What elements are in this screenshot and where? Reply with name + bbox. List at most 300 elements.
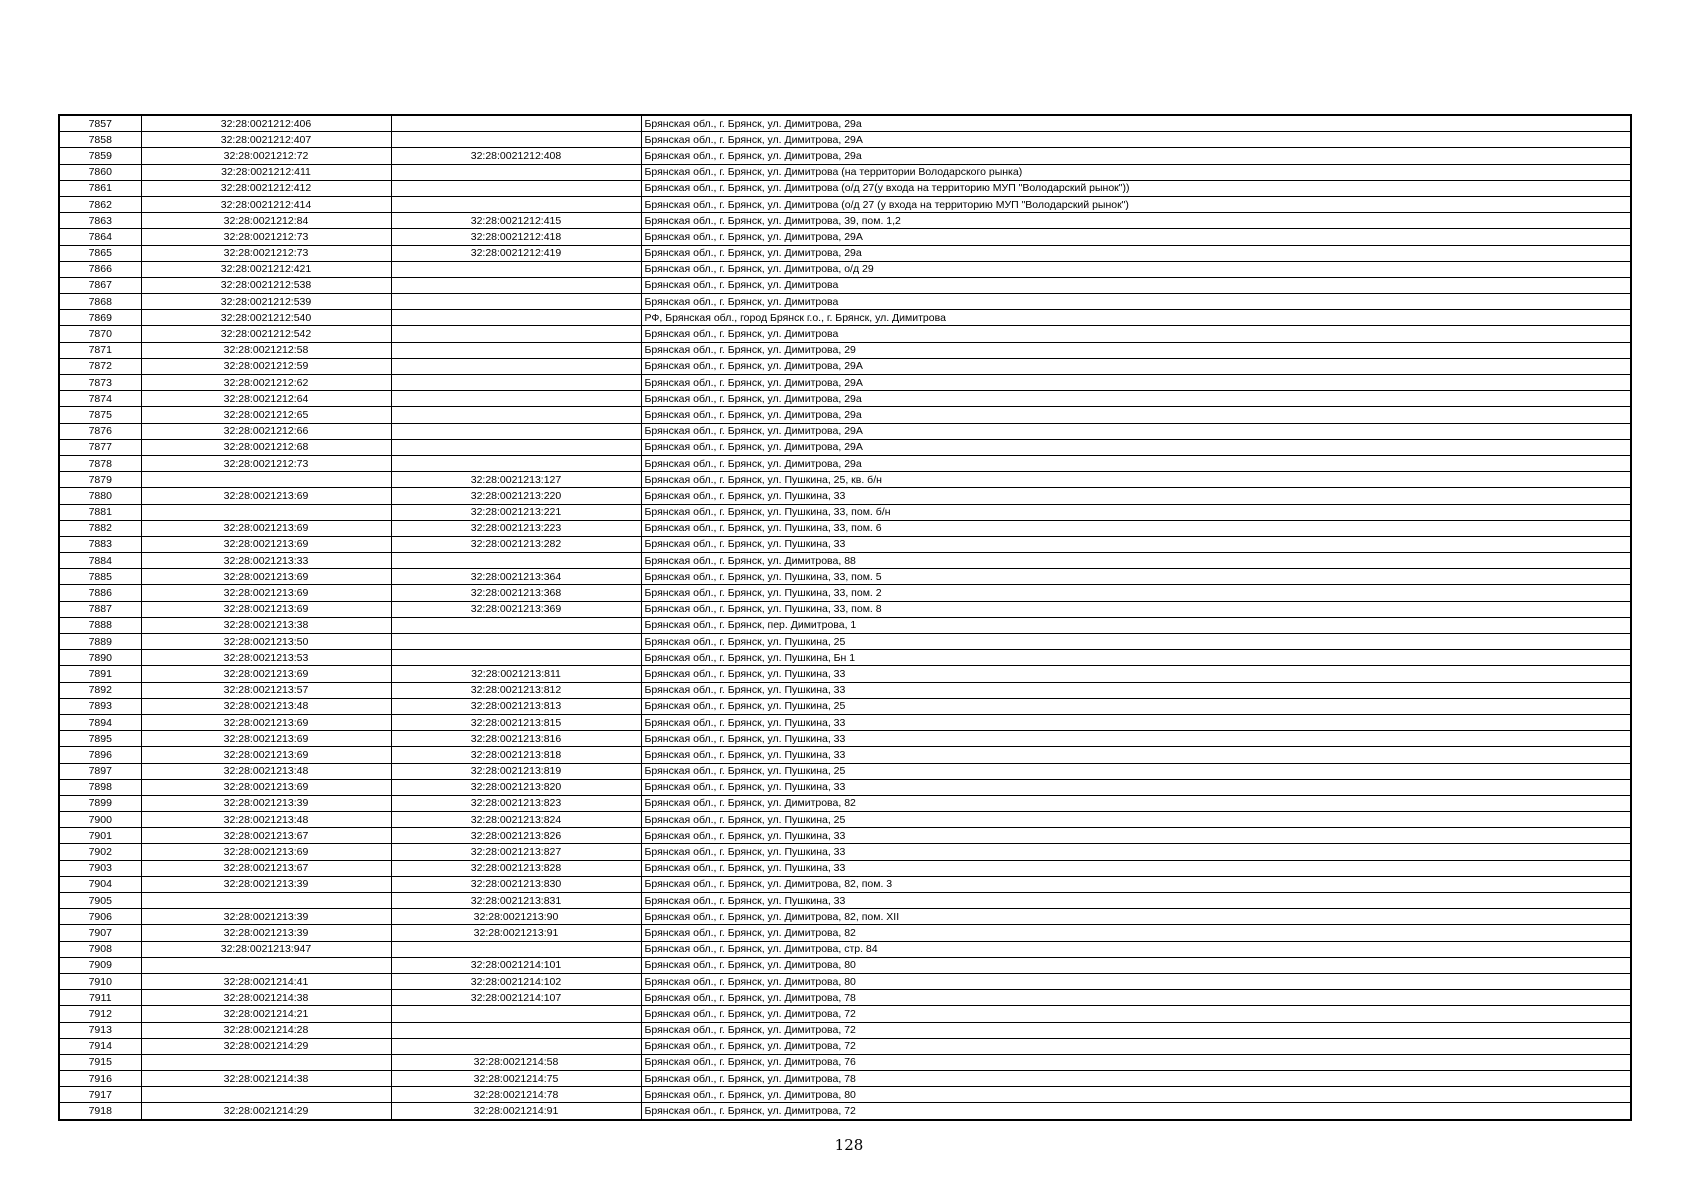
row-number-cell: 7873 [59, 375, 141, 391]
related-cadastral-number-cell: 32:28:0021213:828 [391, 860, 641, 876]
related-cadastral-number-cell [391, 553, 641, 569]
cadastral-number-cell: 32:28:0021213:69 [141, 488, 391, 504]
address-cell: Брянская обл., г. Брянск, ул. Пушкина, 25 [641, 763, 1631, 779]
related-cadastral-number-cell [391, 342, 641, 358]
address-cell: Брянская обл., г. Брянск, ул. Пушкина, Бн 1 [641, 650, 1631, 666]
address-cell: Брянская обл., г. Брянск, ул. Димитрова, 80 [641, 973, 1631, 989]
related-cadastral-number-cell [391, 634, 641, 650]
table-row [59, 148, 1631, 164]
table-row [59, 925, 1631, 941]
related-cadastral-number-cell [391, 617, 641, 633]
related-cadastral-number-cell: 32:28:0021213:364 [391, 569, 641, 585]
cadastral-number-cell: 32:28:0021213:67 [141, 860, 391, 876]
cadastral-number-cell: 32:28:0021212:62 [141, 375, 391, 391]
row-number-cell: 7880 [59, 488, 141, 504]
row-number-cell: 7881 [59, 504, 141, 520]
address-cell: Брянская обл., г. Брянск, ул. Пушкина, 25, кв. б/н [641, 472, 1631, 488]
page-number: 128 [834, 1136, 864, 1154]
row-number-cell: 7899 [59, 795, 141, 811]
address-cell: Брянская обл., г. Брянск, ул. Димитрова, 29а [641, 148, 1631, 164]
related-cadastral-number-cell: 32:28:0021214:102 [391, 973, 641, 989]
table-row [59, 569, 1631, 585]
address-cell: Брянская обл., г. Брянск, ул. Пушкина, 25 [641, 812, 1631, 828]
address-cell: Брянская обл., г. Брянск, ул. Димитрова, 29а [641, 115, 1631, 132]
address-cell: Брянская обл., г. Брянск, ул. Димитрова, о/д 29 [641, 261, 1631, 277]
cadastral-number-cell: 32:28:0021213:69 [141, 779, 391, 795]
related-cadastral-number-cell [391, 180, 641, 196]
related-cadastral-number-cell [391, 1022, 641, 1038]
address-cell: Брянская обл., г. Брянск, ул. Пушкина, 25 [641, 698, 1631, 714]
address-cell: Брянская обл., г. Брянск, ул. Пушкина, 25 [641, 634, 1631, 650]
address-cell: Брянская обл., г. Брянск, ул. Димитрова, 72 [641, 1103, 1631, 1120]
table-row [59, 1006, 1631, 1022]
related-cadastral-number-cell: 32:28:0021213:830 [391, 876, 641, 892]
related-cadastral-number-cell: 32:28:0021214:78 [391, 1087, 641, 1103]
related-cadastral-number-cell: 32:28:0021213:819 [391, 763, 641, 779]
cadastral-number-cell: 32:28:0021213:39 [141, 925, 391, 941]
related-cadastral-number-cell [391, 407, 641, 423]
row-number-cell: 7904 [59, 876, 141, 892]
table-row [59, 132, 1631, 148]
address-cell: Брянская обл., г. Брянск, ул. Димитрова, 29А [641, 358, 1631, 374]
related-cadastral-number-cell [391, 439, 641, 455]
row-number-cell: 7894 [59, 714, 141, 730]
row-number-cell: 7874 [59, 391, 141, 407]
cadastral-number-cell: 32:28:0021213:69 [141, 844, 391, 860]
address-cell: Брянская обл., г. Брянск, ул. Пушкина, 33 [641, 860, 1631, 876]
row-number-cell: 7918 [59, 1103, 141, 1120]
address-cell: Брянская обл., г. Брянск, ул. Димитрова, 29А [641, 132, 1631, 148]
cadastral-number-cell: 32:28:0021212:411 [141, 164, 391, 180]
row-number-cell: 7875 [59, 407, 141, 423]
table-row [59, 1103, 1631, 1120]
row-number-cell: 7911 [59, 990, 141, 1006]
cadastral-number-cell: 32:28:0021214:38 [141, 1071, 391, 1087]
address-cell: Брянская обл., г. Брянск, ул. Пушкина, 33 [641, 779, 1631, 795]
row-number-cell: 7866 [59, 261, 141, 277]
related-cadastral-number-cell: 32:28:0021213:816 [391, 731, 641, 747]
related-cadastral-number-cell [391, 423, 641, 439]
table-row [59, 439, 1631, 455]
related-cadastral-number-cell: 32:28:0021213:369 [391, 601, 641, 617]
row-number-cell: 7864 [59, 229, 141, 245]
table-row [59, 261, 1631, 277]
related-cadastral-number-cell: 32:28:0021213:127 [391, 472, 641, 488]
table-row [59, 973, 1631, 989]
table-row [59, 650, 1631, 666]
table-row [59, 941, 1631, 957]
address-cell: Брянская обл., г. Брянск, ул. Пушкина, 33 [641, 682, 1631, 698]
related-cadastral-number-cell: 32:28:0021213:223 [391, 520, 641, 536]
related-cadastral-number-cell [391, 132, 641, 148]
related-cadastral-number-cell: 32:28:0021213:824 [391, 812, 641, 828]
related-cadastral-number-cell [391, 261, 641, 277]
related-cadastral-number-cell: 32:28:0021213:820 [391, 779, 641, 795]
table-row [59, 1054, 1631, 1070]
related-cadastral-number-cell [391, 294, 641, 310]
related-cadastral-number-cell: 32:28:0021213:818 [391, 747, 641, 763]
address-cell: Брянская обл., г. Брянск, ул. Димитрова, 82 [641, 925, 1631, 941]
related-cadastral-number-cell [391, 455, 641, 471]
table-row [59, 245, 1631, 261]
related-cadastral-number-cell [391, 941, 641, 957]
row-number-cell: 7887 [59, 601, 141, 617]
related-cadastral-number-cell: 32:28:0021213:831 [391, 893, 641, 909]
table-row [59, 682, 1631, 698]
cadastral-number-cell [141, 1054, 391, 1070]
row-number-cell: 7871 [59, 342, 141, 358]
related-cadastral-number-cell: 32:28:0021213:221 [391, 504, 641, 520]
row-number-cell: 7863 [59, 213, 141, 229]
address-cell: Брянская обл., г. Брянск, ул. Димитрова [641, 294, 1631, 310]
related-cadastral-number-cell: 32:28:0021212:419 [391, 245, 641, 261]
table-row [59, 585, 1631, 601]
related-cadastral-number-cell: 32:28:0021212:408 [391, 148, 641, 164]
cadastral-number-cell: 32:28:0021213:69 [141, 747, 391, 763]
address-cell: Брянская обл., г. Брянск, ул. Димитрова, 78 [641, 990, 1631, 1006]
table-row [59, 455, 1631, 471]
address-cell: Брянская обл., г. Брянск, ул. Димитрова, 72 [641, 1038, 1631, 1054]
row-number-cell: 7903 [59, 860, 141, 876]
table-row [59, 115, 1631, 132]
row-number-cell: 7890 [59, 650, 141, 666]
table-row [59, 828, 1631, 844]
address-cell: Брянская обл., г. Брянск, ул. Димитрова, 80 [641, 1087, 1631, 1103]
cadastral-number-cell: 32:28:0021212:539 [141, 294, 391, 310]
cadastral-number-cell: 32:28:0021213:33 [141, 553, 391, 569]
address-cell: Брянская обл., г. Брянск, ул. Пушкина, 33 [641, 731, 1631, 747]
related-cadastral-number-cell [391, 326, 641, 342]
cadastral-number-cell: 32:28:0021213:39 [141, 795, 391, 811]
cadastral-number-cell: 32:28:0021212:64 [141, 391, 391, 407]
table-row [59, 358, 1631, 374]
table-row [59, 1022, 1631, 1038]
table-row [59, 196, 1631, 212]
related-cadastral-number-cell [391, 1038, 641, 1054]
table-row [59, 180, 1631, 196]
cadastral-number-cell: 32:28:0021212:72 [141, 148, 391, 164]
row-number-cell: 7902 [59, 844, 141, 860]
row-number-cell: 7859 [59, 148, 141, 164]
table-row [59, 423, 1631, 439]
table-row [59, 763, 1631, 779]
row-number-cell: 7883 [59, 536, 141, 552]
table-row [59, 779, 1631, 795]
row-number-cell: 7914 [59, 1038, 141, 1054]
row-number-cell: 7889 [59, 634, 141, 650]
related-cadastral-number-cell: 32:28:0021213:91 [391, 925, 641, 941]
cadastral-number-cell: 32:28:0021212:66 [141, 423, 391, 439]
address-cell: Брянская обл., г. Брянск, ул. Пушкина, 33, пом. 5 [641, 569, 1631, 585]
table-row [59, 164, 1631, 180]
row-number-cell: 7877 [59, 439, 141, 455]
row-number-cell: 7857 [59, 115, 141, 132]
row-number-cell: 7895 [59, 731, 141, 747]
address-cell: Брянская обл., г. Брянск, ул. Димитрова, 82, пом. XII [641, 909, 1631, 925]
cadastral-number-cell: 32:28:0021213:48 [141, 812, 391, 828]
related-cadastral-number-cell [391, 164, 641, 180]
row-number-cell: 7891 [59, 666, 141, 682]
row-number-cell: 7885 [59, 569, 141, 585]
row-number-cell: 7896 [59, 747, 141, 763]
cadastral-number-cell: 32:28:0021212:542 [141, 326, 391, 342]
cadastral-number-cell: 32:28:0021213:69 [141, 536, 391, 552]
cadastral-number-cell: 32:28:0021213:69 [141, 585, 391, 601]
table-row [59, 294, 1631, 310]
cadastral-number-cell: 32:28:0021212:73 [141, 245, 391, 261]
address-cell: Брянская обл., г. Брянск, ул. Димитрова, 82 [641, 795, 1631, 811]
related-cadastral-number-cell: 32:28:0021212:418 [391, 229, 641, 245]
related-cadastral-number-cell: 32:28:0021213:815 [391, 714, 641, 730]
row-number-cell: 7872 [59, 358, 141, 374]
row-number-cell: 7879 [59, 472, 141, 488]
cadastral-number-cell: 32:28:0021213:69 [141, 666, 391, 682]
address-cell: Брянская обл., г. Брянск, ул. Димитрова (на территории Володарского рынка) [641, 164, 1631, 180]
related-cadastral-number-cell: 32:28:0021214:75 [391, 1071, 641, 1087]
row-number-cell: 7898 [59, 779, 141, 795]
table-row [59, 634, 1631, 650]
address-cell: Брянская обл., г. Брянск, ул. Пушкина, 33 [641, 893, 1631, 909]
cadastral-number-cell: 32:28:0021212:58 [141, 342, 391, 358]
table-row [59, 472, 1631, 488]
row-number-cell: 7909 [59, 957, 141, 973]
cadastral-number-cell [141, 504, 391, 520]
address-cell: Брянская обл., г. Брянск, ул. Пушкина, 33 [641, 536, 1631, 552]
cadastral-number-cell: 32:28:0021214:41 [141, 973, 391, 989]
address-cell: Брянская обл., г. Брянск, ул. Пушкина, 33, пом. 8 [641, 601, 1631, 617]
cadastral-number-cell: 32:28:0021213:57 [141, 682, 391, 698]
address-cell: Брянская обл., г. Брянск, ул. Пушкина, 33 [641, 714, 1631, 730]
registry-table [58, 114, 1632, 1121]
table-row [59, 407, 1631, 423]
cadastral-number-cell: 32:28:0021213:48 [141, 763, 391, 779]
cadastral-number-cell: 32:28:0021213:69 [141, 714, 391, 730]
address-cell: Брянская обл., г. Брянск, ул. Димитрова (о/д 27(у входа на территорию МУП "Володарский рынок")) [641, 180, 1631, 196]
related-cadastral-number-cell: 32:28:0021214:101 [391, 957, 641, 973]
row-number-cell: 7869 [59, 310, 141, 326]
address-cell: Брянская обл., г. Брянск, ул. Димитрова, 72 [641, 1022, 1631, 1038]
registry-table-body [59, 115, 1631, 1120]
table-row [59, 893, 1631, 909]
row-number-cell: 7917 [59, 1087, 141, 1103]
cadastral-number-cell: 32:28:0021213:39 [141, 909, 391, 925]
related-cadastral-number-cell: 32:28:0021213:220 [391, 488, 641, 504]
row-number-cell: 7907 [59, 925, 141, 941]
table-row [59, 747, 1631, 763]
table-row [59, 957, 1631, 973]
address-cell: Брянская обл., г. Брянск, ул. Димитрова, 80 [641, 957, 1631, 973]
cadastral-number-cell: 32:28:0021213:48 [141, 698, 391, 714]
cadastral-number-cell: 32:28:0021212:406 [141, 115, 391, 132]
related-cadastral-number-cell: 32:28:0021213:811 [391, 666, 641, 682]
table-row [59, 1087, 1631, 1103]
table-row [59, 1071, 1631, 1087]
row-number-cell: 7865 [59, 245, 141, 261]
related-cadastral-number-cell: 32:28:0021213:90 [391, 909, 641, 925]
cadastral-number-cell: 32:28:0021213:53 [141, 650, 391, 666]
address-cell: Брянская обл., г. Брянск, пер. Димитрова, 1 [641, 617, 1631, 633]
table-row [59, 520, 1631, 536]
related-cadastral-number-cell [391, 310, 641, 326]
table-row [59, 876, 1631, 892]
address-cell: Брянская обл., г. Брянск, ул. Пушкина, 33 [641, 828, 1631, 844]
row-number-cell: 7884 [59, 553, 141, 569]
row-number-cell: 7860 [59, 164, 141, 180]
table-row [59, 601, 1631, 617]
cadastral-number-cell [141, 472, 391, 488]
address-cell: Брянская обл., г. Брянск, ул. Димитрова, 82, пом. 3 [641, 876, 1631, 892]
row-number-cell: 7886 [59, 585, 141, 601]
table-row [59, 860, 1631, 876]
cadastral-number-cell: 32:28:0021214:29 [141, 1038, 391, 1054]
row-number-cell: 7861 [59, 180, 141, 196]
related-cadastral-number-cell: 32:28:0021213:827 [391, 844, 641, 860]
row-number-cell: 7868 [59, 294, 141, 310]
row-number-cell: 7910 [59, 973, 141, 989]
table-row [59, 504, 1631, 520]
address-cell: Брянская обл., г. Брянск, ул. Пушкина, 33 [641, 488, 1631, 504]
cadastral-number-cell [141, 1087, 391, 1103]
address-cell: Брянская обл., г. Брянск, ул. Димитрова [641, 277, 1631, 293]
related-cadastral-number-cell: 32:28:0021213:368 [391, 585, 641, 601]
cadastral-number-cell: 32:28:0021213:69 [141, 731, 391, 747]
row-number-cell: 7878 [59, 455, 141, 471]
address-cell: Брянская обл., г. Брянск, ул. Димитрова, стр. 84 [641, 941, 1631, 957]
address-cell: Брянская обл., г. Брянск, ул. Димитрова, 78 [641, 1071, 1631, 1087]
cadastral-number-cell: 32:28:0021214:38 [141, 990, 391, 1006]
related-cadastral-number-cell [391, 115, 641, 132]
row-number-cell: 7858 [59, 132, 141, 148]
related-cadastral-number-cell [391, 391, 641, 407]
cadastral-number-cell: 32:28:0021212:65 [141, 407, 391, 423]
cadastral-number-cell: 32:28:0021214:28 [141, 1022, 391, 1038]
table-row [59, 553, 1631, 569]
table-row [59, 229, 1631, 245]
address-cell: Брянская обл., г. Брянск, ул. Димитрова, 29А [641, 439, 1631, 455]
cadastral-number-cell: 32:28:0021212:412 [141, 180, 391, 196]
table-row [59, 812, 1631, 828]
related-cadastral-number-cell [391, 277, 641, 293]
cadastral-number-cell: 32:28:0021212:407 [141, 132, 391, 148]
address-cell: Брянская обл., г. Брянск, ул. Димитрова, 29а [641, 391, 1631, 407]
row-number-cell: 7897 [59, 763, 141, 779]
address-cell: Брянская обл., г. Брянск, ул. Димитрова, 29 [641, 342, 1631, 358]
address-cell: Брянская обл., г. Брянск, ул. Пушкина, 33, пом. 6 [641, 520, 1631, 536]
table-row [59, 375, 1631, 391]
address-cell: Брянская обл., г. Брянск, ул. Димитрова, 29а [641, 407, 1631, 423]
row-number-cell: 7916 [59, 1071, 141, 1087]
cadastral-number-cell: 32:28:0021213:39 [141, 876, 391, 892]
table-row [59, 909, 1631, 925]
table-row [59, 326, 1631, 342]
related-cadastral-number-cell [391, 650, 641, 666]
related-cadastral-number-cell [391, 1006, 641, 1022]
address-cell: Брянская обл., г. Брянск, ул. Димитрова, 29А [641, 229, 1631, 245]
address-cell: Брянская обл., г. Брянск, ул. Димитрова, 39, пом. 1,2 [641, 213, 1631, 229]
address-cell: Брянская обл., г. Брянск, ул. Димитрова, 29А [641, 375, 1631, 391]
related-cadastral-number-cell: 32:28:0021213:282 [391, 536, 641, 552]
address-cell: Брянская обл., г. Брянск, ул. Димитрова, 88 [641, 553, 1631, 569]
cadastral-number-cell: 32:28:0021213:69 [141, 520, 391, 536]
table-row [59, 536, 1631, 552]
cadastral-number-cell [141, 893, 391, 909]
table-row [59, 714, 1631, 730]
address-cell: Брянская обл., г. Брянск, ул. Димитрова, 72 [641, 1006, 1631, 1022]
table-row [59, 342, 1631, 358]
related-cadastral-number-cell [391, 375, 641, 391]
cadastral-number-cell: 32:28:0021213:50 [141, 634, 391, 650]
related-cadastral-number-cell: 32:28:0021214:58 [391, 1054, 641, 1070]
related-cadastral-number-cell: 32:28:0021212:415 [391, 213, 641, 229]
related-cadastral-number-cell: 32:28:0021213:813 [391, 698, 641, 714]
address-cell: Брянская обл., г. Брянск, ул. Димитрова, 29а [641, 455, 1631, 471]
related-cadastral-number-cell: 32:28:0021213:826 [391, 828, 641, 844]
cadastral-number-cell: 32:28:0021212:73 [141, 455, 391, 471]
row-number-cell: 7882 [59, 520, 141, 536]
cadastral-number-cell: 32:28:0021212:421 [141, 261, 391, 277]
cadastral-number-cell: 32:28:0021213:947 [141, 941, 391, 957]
row-number-cell: 7876 [59, 423, 141, 439]
row-number-cell: 7888 [59, 617, 141, 633]
table-row [59, 391, 1631, 407]
address-cell: Брянская обл., г. Брянск, ул. Пушкина, 33 [641, 844, 1631, 860]
address-cell: РФ, Брянская обл., город Брянск г.о., г. Брянск, ул. Димитрова [641, 310, 1631, 326]
address-cell: Брянская обл., г. Брянск, ул. Пушкина, 33 [641, 747, 1631, 763]
address-cell: Брянская обл., г. Брянск, ул. Димитрова (о/д 27 (у входа на территорию МУП "Володарский рынок") [641, 196, 1631, 212]
table-row [59, 617, 1631, 633]
cadastral-number-cell: 32:28:0021212:538 [141, 277, 391, 293]
row-number-cell: 7900 [59, 812, 141, 828]
cadastral-number-cell: 32:28:0021212:414 [141, 196, 391, 212]
row-number-cell: 7905 [59, 893, 141, 909]
table-row [59, 844, 1631, 860]
cadastral-number-cell: 32:28:0021213:67 [141, 828, 391, 844]
cadastral-number-cell: 32:28:0021214:21 [141, 1006, 391, 1022]
related-cadastral-number-cell [391, 196, 641, 212]
address-cell: Брянская обл., г. Брянск, ул. Димитрова, 29А [641, 423, 1631, 439]
table-row [59, 666, 1631, 682]
row-number-cell: 7901 [59, 828, 141, 844]
address-cell: Брянская обл., г. Брянск, ул. Димитрова, 76 [641, 1054, 1631, 1070]
address-cell: Брянская обл., г. Брянск, ул. Пушкина, 33, пом. б/н [641, 504, 1631, 520]
table-row [59, 698, 1631, 714]
cadastral-number-cell: 32:28:0021213:69 [141, 569, 391, 585]
cadastral-number-cell: 32:28:0021212:84 [141, 213, 391, 229]
row-number-cell: 7867 [59, 277, 141, 293]
table-row [59, 731, 1631, 747]
table-row [59, 990, 1631, 1006]
table-row [59, 1038, 1631, 1054]
address-cell: Брянская обл., г. Брянск, ул. Пушкина, 33 [641, 666, 1631, 682]
row-number-cell: 7913 [59, 1022, 141, 1038]
table-row [59, 213, 1631, 229]
table-row [59, 277, 1631, 293]
cadastral-number-cell: 32:28:0021212:68 [141, 439, 391, 455]
cadastral-number-cell [141, 957, 391, 973]
row-number-cell: 7906 [59, 909, 141, 925]
cadastral-number-cell: 32:28:0021213:69 [141, 601, 391, 617]
cadastral-number-cell: 32:28:0021212:540 [141, 310, 391, 326]
address-cell: Брянская обл., г. Брянск, ул. Димитрова [641, 326, 1631, 342]
related-cadastral-number-cell: 32:28:0021213:812 [391, 682, 641, 698]
row-number-cell: 7892 [59, 682, 141, 698]
table-row [59, 488, 1631, 504]
address-cell: Брянская обл., г. Брянск, ул. Пушкина, 33, пом. 2 [641, 585, 1631, 601]
address-cell: Брянская обл., г. Брянск, ул. Димитрова, 29а [641, 245, 1631, 261]
row-number-cell: 7908 [59, 941, 141, 957]
table-row [59, 310, 1631, 326]
cadastral-number-cell: 32:28:0021213:38 [141, 617, 391, 633]
